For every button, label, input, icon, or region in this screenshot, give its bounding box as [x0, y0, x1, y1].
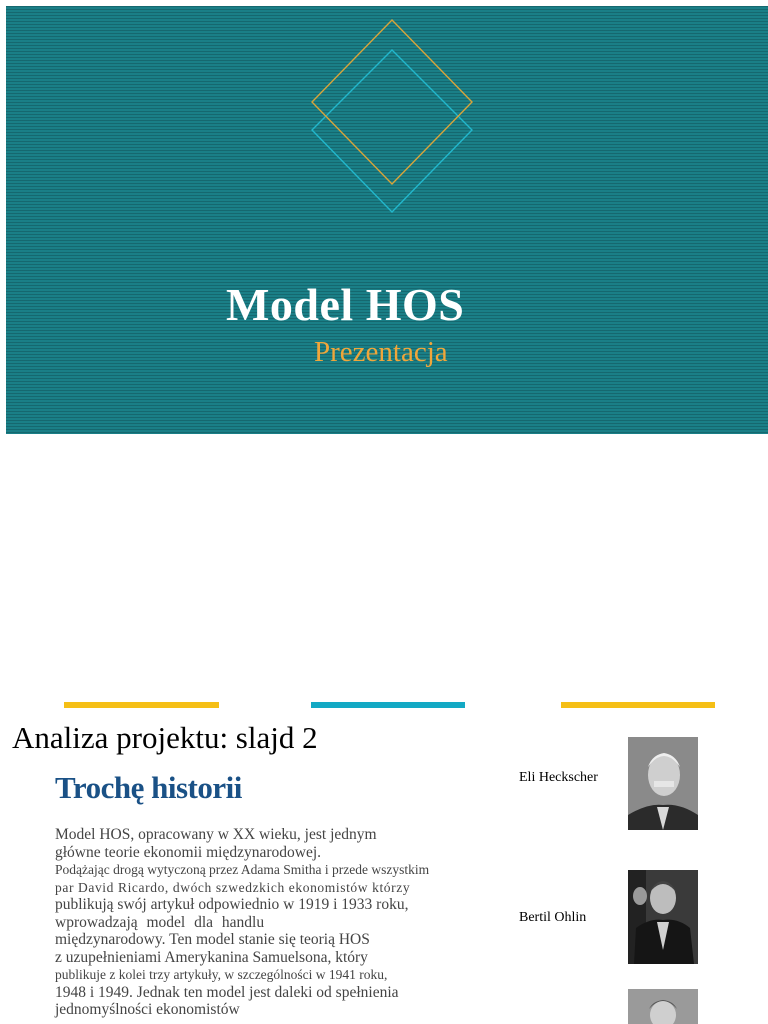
diamond-decoration [296, 12, 486, 222]
text-line: z uzupełnieniami Amerykanina Samuelsona, który [55, 948, 368, 966]
text-line: wprowadzają model dla handlu [55, 913, 265, 931]
text-line: Model HOS, opracowany w XX wieku, jest jednym [55, 826, 377, 843]
text-line: jednomyślności ekonomistów [55, 1001, 240, 1018]
portrait-photo-third [628, 989, 698, 1024]
person-name-heckscher: Eli Heckscher [519, 770, 598, 785]
text-line: publikuje z kolei trzy artykuły, w szczególności w 1941 roku, [55, 967, 388, 982]
text-line: Podążając drogą wytyczoną przez Adama Smitha i przede wszystkim [55, 862, 430, 877]
accent-bar-gold-right [561, 702, 715, 708]
portrait-photo-ohlin [628, 870, 698, 964]
body-paragraph [55, 826, 475, 1019]
accent-bar-cyan [311, 702, 465, 708]
gold-diamond [312, 20, 472, 184]
text-line: publikują swój artykuł odpowiednio w 1919 i 1933 roku, [55, 896, 409, 913]
title-slide: Model HOS Prezentacja [6, 6, 768, 434]
cyan-diamond [312, 50, 472, 212]
text-line: międzynarodowy. Ten model stanie się teorią HOS [55, 931, 370, 948]
portrait-photo-heckscher [628, 737, 698, 830]
text-line: par David Ricardo, dwóch szwedzkich ekonomistów którzy [55, 879, 411, 895]
text-line: 1948 i 1949. Jednak ten model jest daleki od spełnienia [55, 983, 399, 1001]
person-name-ohlin: Bertil Ohlin [519, 910, 587, 925]
accent-bar-gold-left [64, 702, 219, 708]
document-heading: Trochę historii [55, 770, 242, 805]
text-line: główne teorie ekonomii międzynarodowej. [55, 843, 322, 861]
slide-subtitle: Prezentacja [314, 336, 448, 368]
section-heading: Analiza projektu: slajd 2 [12, 720, 318, 755]
